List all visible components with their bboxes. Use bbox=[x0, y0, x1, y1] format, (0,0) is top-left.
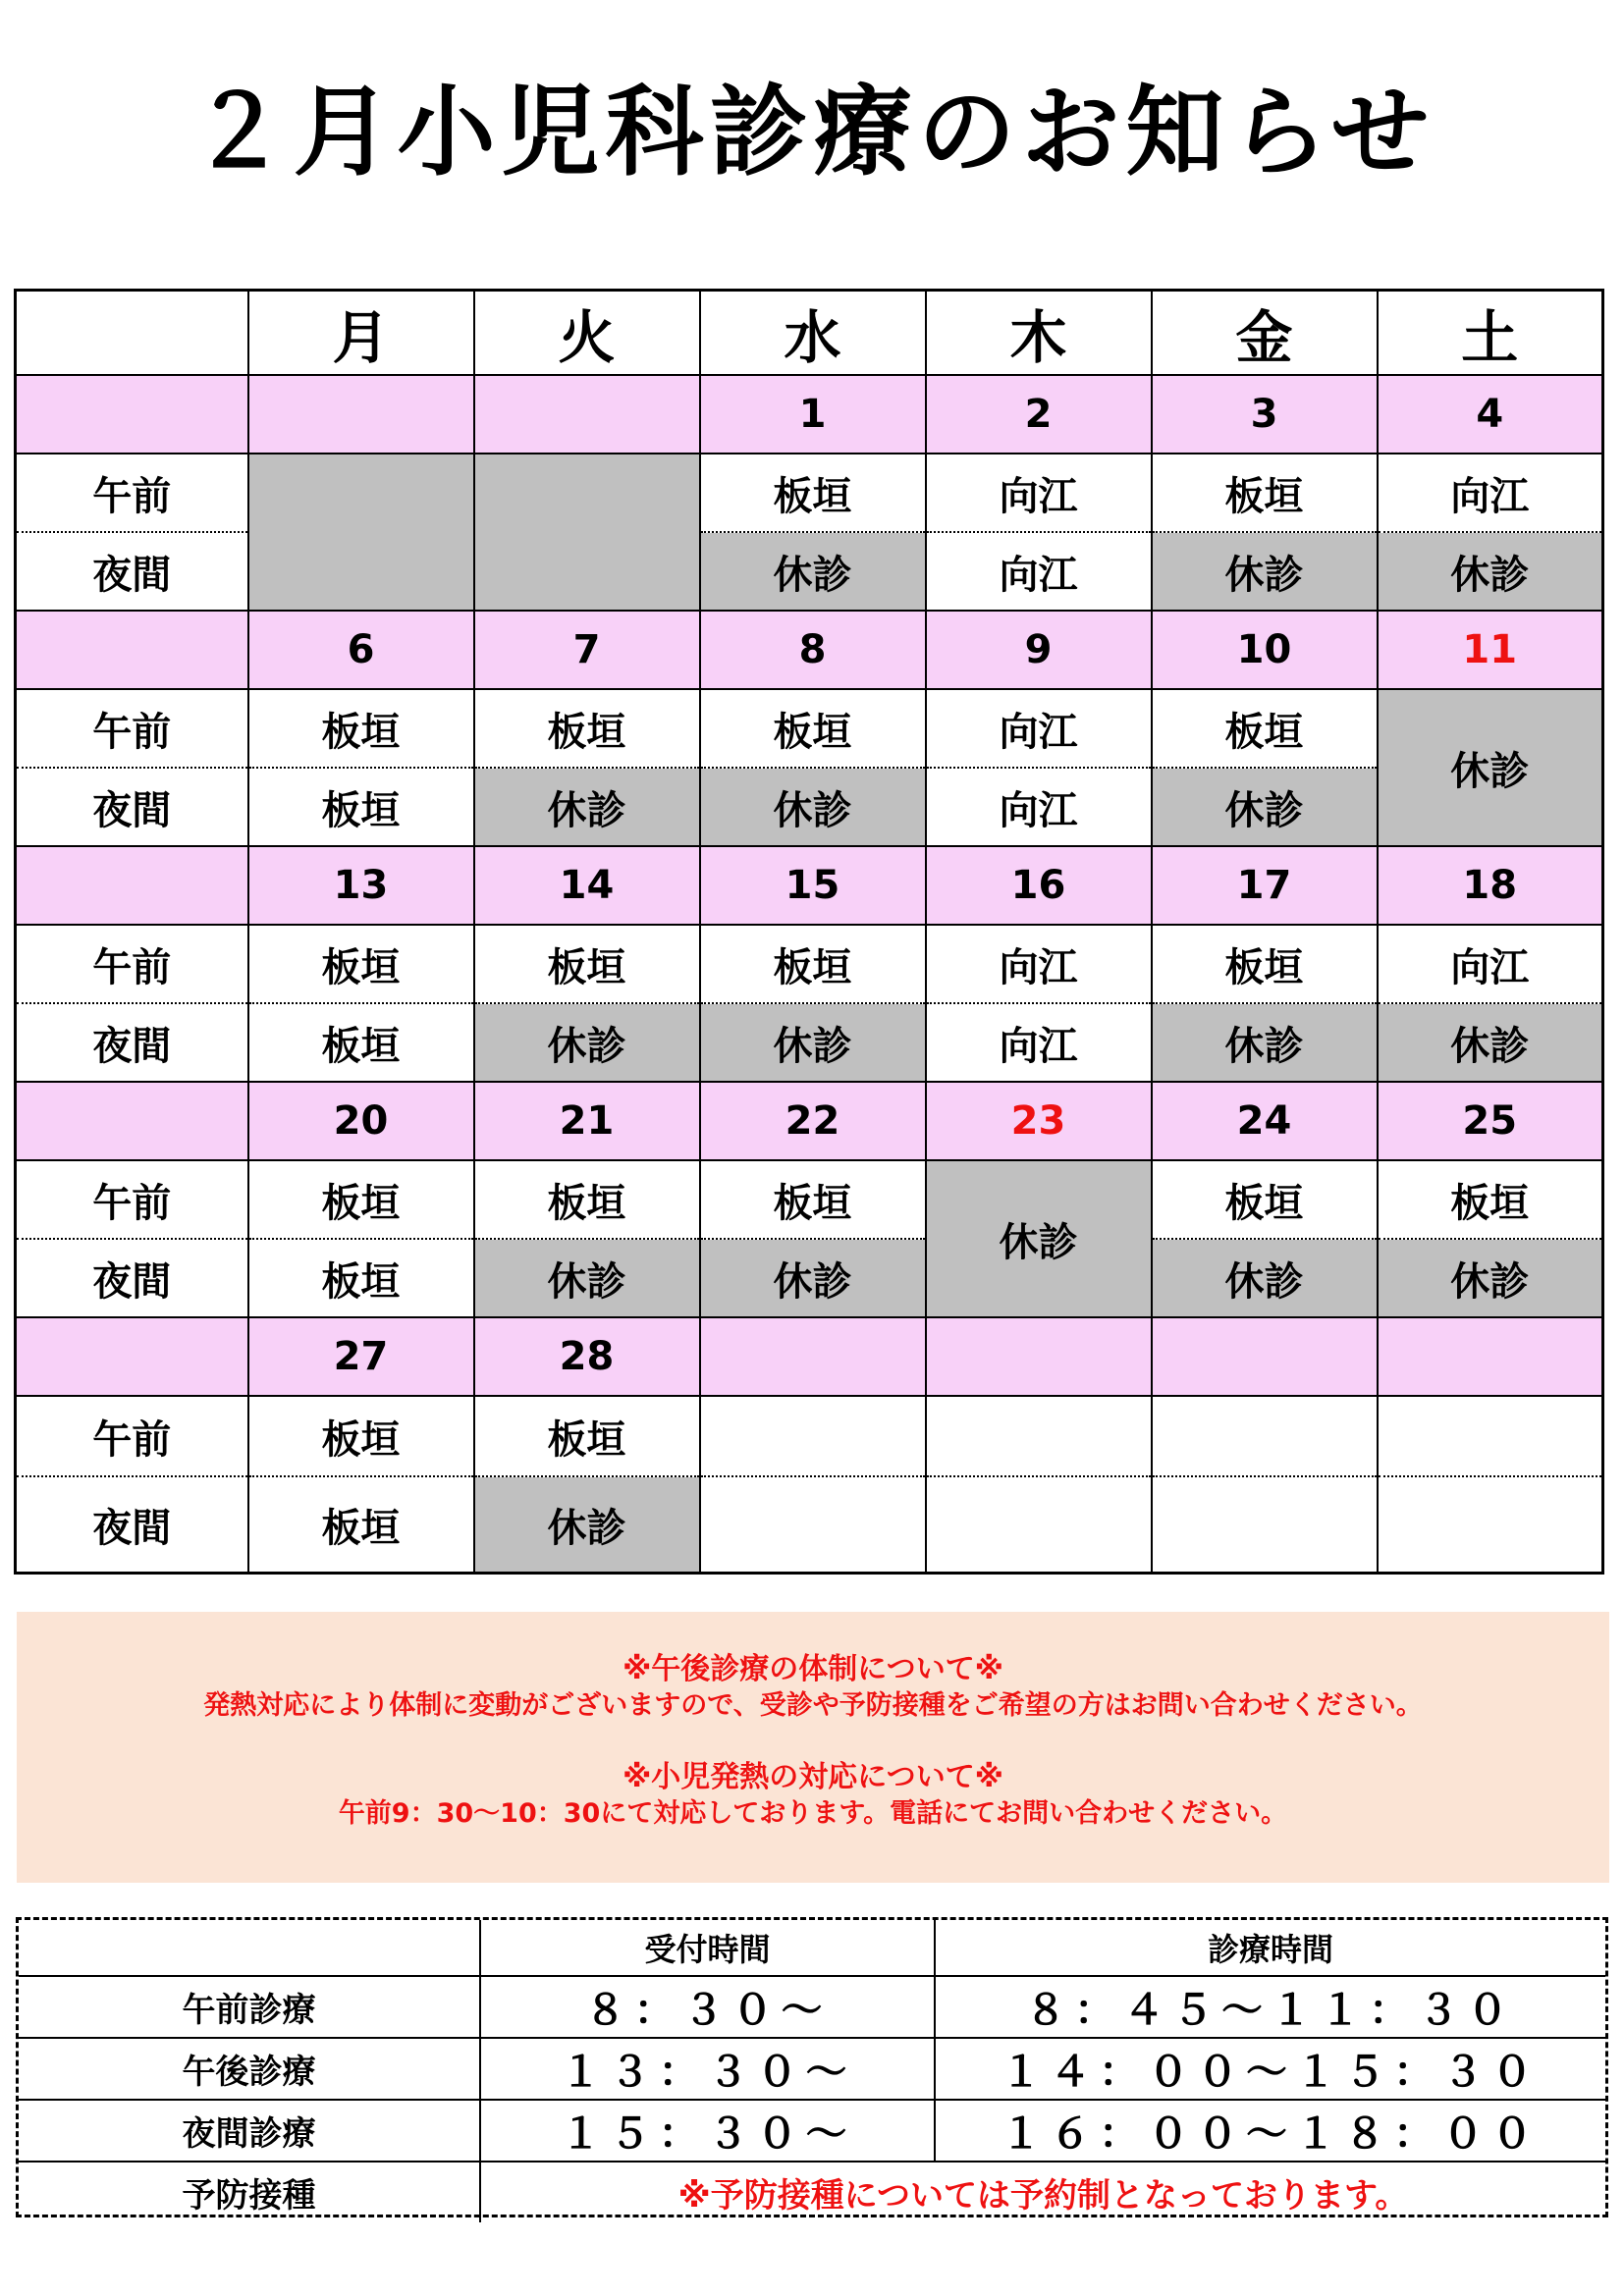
empty-cell bbox=[1378, 1476, 1603, 1574]
date-row bbox=[16, 1082, 1603, 1160]
morning-row bbox=[16, 689, 1603, 768]
weekday-mon: 月 bbox=[248, 291, 474, 376]
morning-label: 午前 bbox=[16, 1396, 248, 1476]
closed-cell: 休診 bbox=[474, 1476, 700, 1574]
closed-cell: 休診 bbox=[1378, 532, 1603, 611]
session-label: 午後診療 bbox=[19, 2038, 480, 2100]
doctor-cell: 板垣 bbox=[1152, 1160, 1378, 1239]
session-label: 夜間診療 bbox=[19, 2100, 480, 2162]
page-title: ２月小児科診療のお知らせ bbox=[189, 75, 1435, 189]
date-cell: 7 bbox=[474, 611, 700, 689]
doctor-cell: 板垣 bbox=[248, 768, 474, 846]
morning-label: 午前 bbox=[16, 454, 248, 532]
notice-body-fever: 午前9：30～10：30にて対応しております。電話にてお問い合わせください。 bbox=[338, 1798, 1288, 1829]
weekday-thu: 木 bbox=[926, 291, 1152, 376]
doctor-cell: 板垣 bbox=[1152, 925, 1378, 1003]
doctor-cell: 板垣 bbox=[248, 1476, 474, 1574]
notice-heading-fever: ※小児発熱の対応について※ bbox=[623, 1760, 1003, 1794]
hours-corner-cell bbox=[19, 1920, 480, 1976]
holiday-date-cell: 23 bbox=[926, 1082, 1152, 1160]
weekday-fri: 金 bbox=[1152, 291, 1378, 376]
morning-label: 午前 bbox=[16, 1160, 248, 1239]
doctor-cell: 板垣 bbox=[474, 925, 700, 1003]
morning-label: 午前 bbox=[16, 925, 248, 1003]
date-label-cell bbox=[16, 1082, 248, 1160]
holiday-date-cell: 11 bbox=[1378, 611, 1603, 689]
evening-row bbox=[16, 1003, 1603, 1082]
hours-row bbox=[19, 1976, 1605, 2038]
doctor-cell: 板垣 bbox=[248, 1160, 474, 1239]
date-cell: 22 bbox=[700, 1082, 926, 1160]
blank-cell bbox=[474, 454, 700, 611]
date-cell: 13 bbox=[248, 846, 474, 925]
date-cell: 3 bbox=[1152, 375, 1378, 454]
doctor-cell: 向江 bbox=[926, 689, 1152, 768]
date-label-cell bbox=[16, 375, 248, 454]
doctor-cell: 板垣 bbox=[248, 1003, 474, 1082]
notice-box bbox=[17, 1612, 1609, 1883]
empty-cell bbox=[1152, 1396, 1378, 1476]
doctor-cell: 向江 bbox=[926, 768, 1152, 846]
empty-cell bbox=[700, 1476, 926, 1574]
doctor-cell: 向江 bbox=[926, 454, 1152, 532]
date-label-cell bbox=[16, 611, 248, 689]
consultation-header: 診療時間 bbox=[935, 1920, 1605, 1976]
closed-cell: 休診 bbox=[926, 1160, 1152, 1317]
header-corner-cell bbox=[16, 291, 248, 376]
weekday-tue: 火 bbox=[474, 291, 700, 376]
closed-cell: 休診 bbox=[1152, 532, 1378, 611]
closed-cell: 休診 bbox=[1152, 1239, 1378, 1317]
empty-cell bbox=[926, 1476, 1152, 1574]
evening-row bbox=[16, 1476, 1603, 1574]
hours-table bbox=[19, 1920, 1605, 2222]
doctor-cell: 板垣 bbox=[474, 1160, 700, 1239]
date-cell: 21 bbox=[474, 1082, 700, 1160]
date-cell: 10 bbox=[1152, 611, 1378, 689]
date-row bbox=[16, 375, 1603, 454]
closed-cell: 休診 bbox=[1152, 1003, 1378, 1082]
date-cell: 15 bbox=[700, 846, 926, 925]
date-cell: 9 bbox=[926, 611, 1152, 689]
empty-cell bbox=[926, 1396, 1152, 1476]
closed-cell: 休診 bbox=[700, 532, 926, 611]
date-cell: 1 bbox=[700, 375, 926, 454]
hours-row bbox=[19, 2100, 1605, 2162]
date-cell bbox=[926, 1317, 1152, 1396]
date-cell bbox=[1378, 1317, 1603, 1396]
vaccination-row bbox=[19, 2162, 1605, 2222]
doctor-cell: 板垣 bbox=[700, 689, 926, 768]
doctor-cell: 板垣 bbox=[474, 1396, 700, 1476]
notice-heading-afternoon: ※午後診療の体制について※ bbox=[623, 1652, 1003, 1686]
date-cell bbox=[474, 375, 700, 454]
date-row bbox=[16, 611, 1603, 689]
vaccination-label: 予防接種 bbox=[19, 2162, 480, 2222]
morning-label: 午前 bbox=[16, 689, 248, 768]
doctor-cell: 板垣 bbox=[248, 1239, 474, 1317]
closed-cell: 休診 bbox=[700, 1239, 926, 1317]
evening-label: 夜間 bbox=[16, 1003, 248, 1082]
closed-cell: 休診 bbox=[700, 768, 926, 846]
weekday-sat: 土 bbox=[1378, 291, 1603, 376]
date-cell bbox=[1152, 1317, 1378, 1396]
doctor-cell: 向江 bbox=[926, 532, 1152, 611]
hours-header-row bbox=[19, 1920, 1605, 1976]
date-label-cell bbox=[16, 1317, 248, 1396]
doctor-cell: 向江 bbox=[926, 1003, 1152, 1082]
calendar-table bbox=[14, 289, 1604, 1575]
evening-label: 夜間 bbox=[16, 768, 248, 846]
date-cell: 17 bbox=[1152, 846, 1378, 925]
date-cell: 20 bbox=[248, 1082, 474, 1160]
date-cell: 2 bbox=[926, 375, 1152, 454]
date-cell bbox=[248, 375, 474, 454]
doctor-cell: 板垣 bbox=[1378, 1160, 1603, 1239]
date-cell bbox=[700, 1317, 926, 1396]
morning-row bbox=[16, 1160, 1603, 1239]
morning-row bbox=[16, 454, 1603, 532]
vaccination-note: ※予防接種については予約制となっております。 bbox=[677, 2176, 1409, 2216]
empty-cell bbox=[700, 1396, 926, 1476]
date-cell: 16 bbox=[926, 846, 1152, 925]
closed-cell: 休診 bbox=[1378, 1239, 1603, 1317]
notice-body-afternoon: 発熱対応により体制に変動がございますので、受診や予防接種をご希望の方はお問い合わせください。 bbox=[203, 1690, 1423, 1721]
doctor-cell: 板垣 bbox=[700, 1160, 926, 1239]
doctor-cell: 向江 bbox=[1378, 454, 1603, 532]
date-cell: 4 bbox=[1378, 375, 1603, 454]
reception-header: 受付時間 bbox=[480, 1920, 935, 1976]
date-label-cell bbox=[16, 846, 248, 925]
weekday-header-row bbox=[16, 291, 1603, 376]
doctor-cell: 向江 bbox=[1378, 925, 1603, 1003]
reception-time: ８：３０～ bbox=[480, 1976, 935, 2038]
doctor-cell: 板垣 bbox=[474, 689, 700, 768]
doctor-cell: 板垣 bbox=[248, 689, 474, 768]
closed-cell: 休診 bbox=[1378, 1003, 1603, 1082]
date-cell: 27 bbox=[248, 1317, 474, 1396]
morning-row bbox=[16, 925, 1603, 1003]
doctor-cell: 板垣 bbox=[700, 925, 926, 1003]
date-cell: 24 bbox=[1152, 1082, 1378, 1160]
doctor-cell: 向江 bbox=[926, 925, 1152, 1003]
evening-row bbox=[16, 1239, 1603, 1317]
consultation-time: １４：００～１５：３０ bbox=[935, 2038, 1605, 2100]
evening-label: 夜間 bbox=[16, 532, 248, 611]
date-row bbox=[16, 846, 1603, 925]
session-label: 午前診療 bbox=[19, 1976, 480, 2038]
doctor-cell: 板垣 bbox=[700, 454, 926, 532]
reception-time: １５：３０～ bbox=[480, 2100, 935, 2162]
date-cell: 28 bbox=[474, 1317, 700, 1396]
closed-cell: 休診 bbox=[700, 1003, 926, 1082]
closed-cell: 休診 bbox=[474, 768, 700, 846]
date-cell: 18 bbox=[1378, 846, 1603, 925]
morning-row bbox=[16, 1396, 1603, 1476]
weekday-wed: 水 bbox=[700, 291, 926, 376]
date-cell: 8 bbox=[700, 611, 926, 689]
closed-cell: 休診 bbox=[1378, 689, 1603, 846]
date-cell: 6 bbox=[248, 611, 474, 689]
empty-cell bbox=[1152, 1476, 1378, 1574]
hours-row bbox=[19, 2038, 1605, 2100]
closed-cell: 休診 bbox=[1152, 768, 1378, 846]
doctor-cell: 板垣 bbox=[1152, 454, 1378, 532]
date-cell: 14 bbox=[474, 846, 700, 925]
date-cell: 25 bbox=[1378, 1082, 1603, 1160]
blank-cell bbox=[248, 454, 474, 611]
evening-label: 夜間 bbox=[16, 1239, 248, 1317]
evening-row bbox=[16, 768, 1603, 846]
closed-cell: 休診 bbox=[474, 1239, 700, 1317]
reception-time: １３：３０～ bbox=[480, 2038, 935, 2100]
empty-cell bbox=[1378, 1396, 1603, 1476]
hours-table-frame bbox=[16, 1917, 1608, 2217]
consultation-time: ８：４５～１１：３０ bbox=[935, 1976, 1605, 2038]
doctor-cell: 板垣 bbox=[248, 1396, 474, 1476]
date-row bbox=[16, 1317, 1603, 1396]
doctor-cell: 板垣 bbox=[1152, 689, 1378, 768]
doctor-cell: 板垣 bbox=[248, 925, 474, 1003]
evening-label: 夜間 bbox=[16, 1476, 248, 1574]
closed-cell: 休診 bbox=[474, 1003, 700, 1082]
consultation-time: １６：００～１８：００ bbox=[935, 2100, 1605, 2162]
